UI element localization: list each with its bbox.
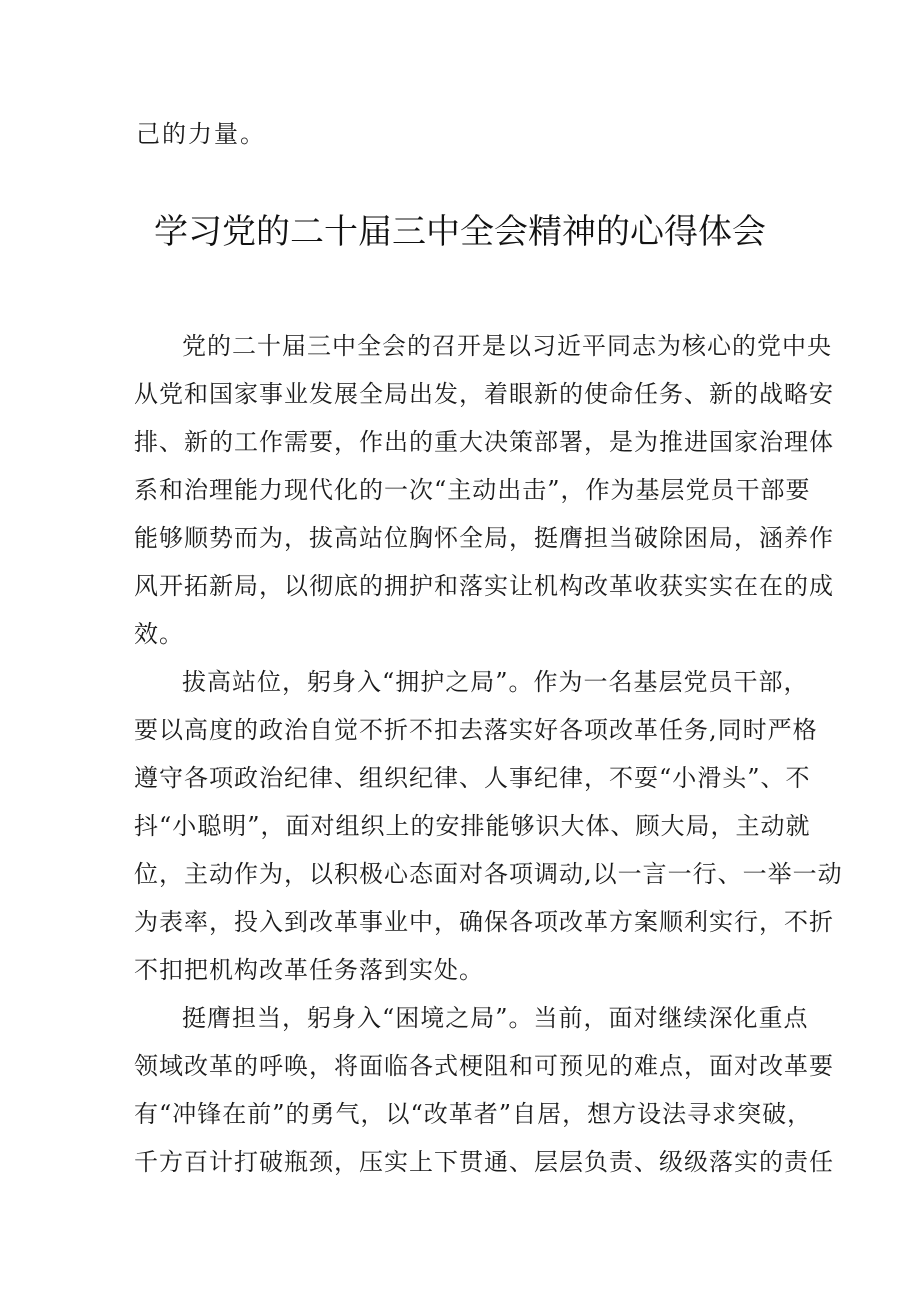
paragraph-line: 从党和国家事业发展全局出发，着眼新的使命任务、新的战略安	[134, 380, 834, 408]
paragraph-line: 能够顺势而为，拔高站位胸怀全局，挺膺担当破除困局，涵养作	[134, 524, 834, 552]
paragraph-line: 领域改革的呼唤，将面临各式梗阻和可预见的难点，面对改革要	[134, 1052, 834, 1080]
paragraph-line: 不扣把机构改革任务落到实处。	[134, 956, 484, 984]
carryover-text: 己的力量。	[136, 120, 266, 148]
paragraph-line: 抖“小聪明”，面对组织上的安排能够识大体、顾大局，主动就	[134, 812, 811, 840]
paragraph-line: 效。	[134, 620, 184, 648]
paragraph-line: 挺膺担当，躬身入“困境之局”。当前，面对继续深化重点	[182, 1004, 809, 1032]
paragraph-line: 为表率，投入到改革事业中，确保各项改革方案顺利实行，不折	[134, 908, 834, 936]
paragraph-line: 党的二十届三中全会的召开是以习近平同志为核心的党中央	[182, 332, 832, 360]
paragraph-line: 位，主动作为，以积极心态面对各项调动,以一言一行、一举一动	[134, 860, 843, 888]
paragraph-line: 遵守各项政治纪律、组织纪律、人事纪律，不耍“小滑头”、不	[134, 764, 811, 792]
paragraph-line: 有“冲锋在前”的勇气，以“改革者”自居，想方设法寻求突破，	[134, 1100, 813, 1128]
paragraph-line: 排、新的工作需要，作出的重大决策部署，是为推进国家治理体	[134, 428, 834, 456]
paragraph-line: 风开拓新局，以彻底的拥护和落实让机构改革收获实实在在的成	[134, 572, 834, 600]
document-title: 学习党的二十届三中全会精神的心得体会	[154, 212, 766, 252]
paragraph-line: 拔高站位，躬身入“拥护之局”。作为一名基层党员干部，	[182, 668, 809, 696]
paragraph-line: 千方百计打破瓶颈，压实上下贯通、层层负责、级级落实的责任	[134, 1148, 834, 1176]
paragraph-line: 要以高度的政治自觉不折不扣去落实好各项改革任务,同时严格	[134, 716, 818, 744]
paragraph-line: 系和治理能力现代化的一次“主动出击”，作为基层党员干部要	[134, 476, 811, 504]
